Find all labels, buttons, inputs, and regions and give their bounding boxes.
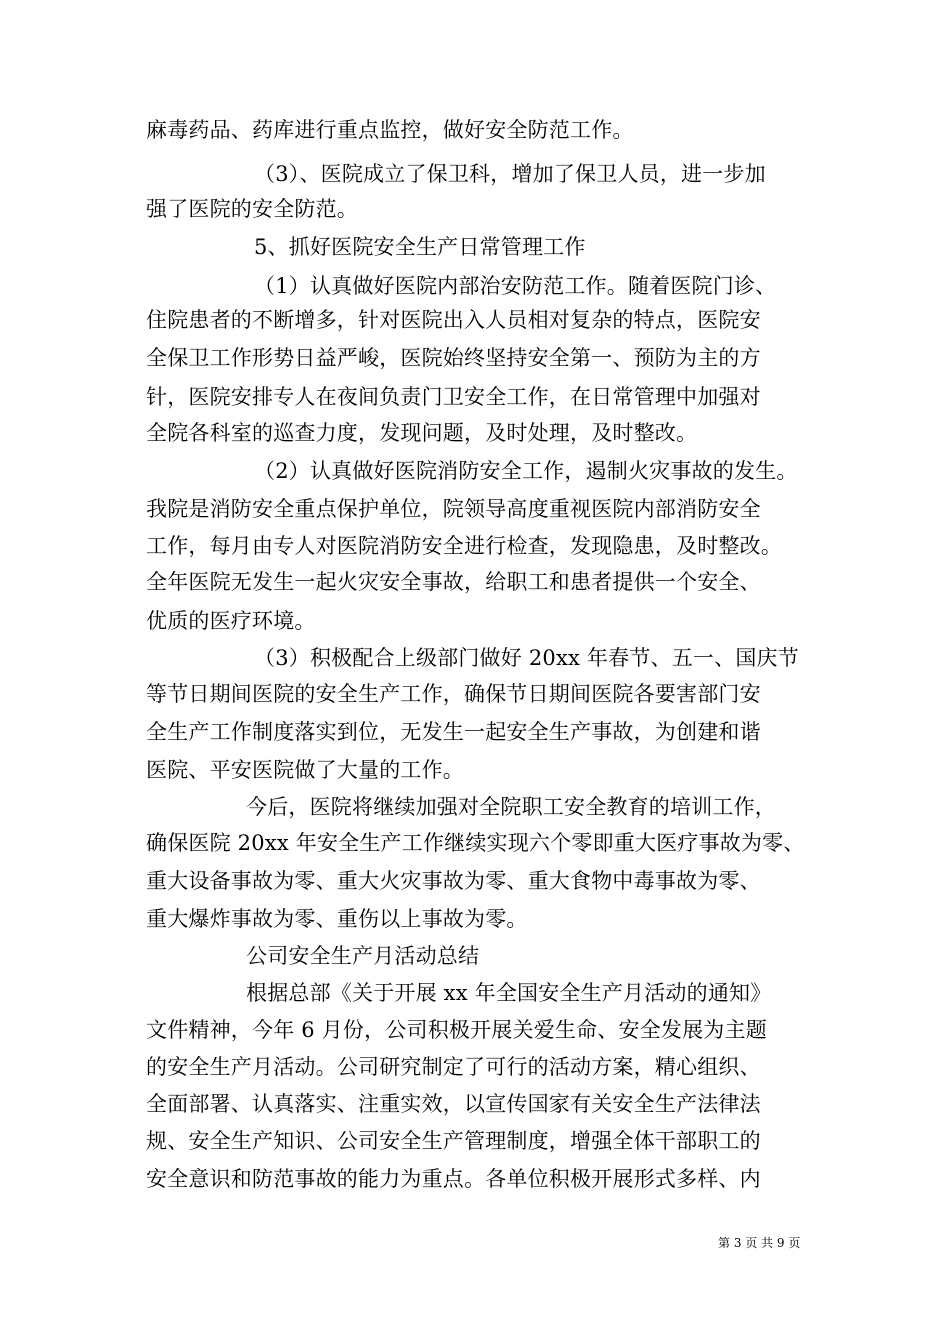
text-line-3: 强了医院的安全防范。 — [146, 197, 358, 221]
text-line-12: 工作，每月由专人对医院消防安全进行检查，发现隐患，及时整改。 — [146, 534, 782, 558]
text-line-6: 住院患者的不断增多，针对医院出入人员相对复杂的特点，医院安 — [146, 308, 761, 332]
section-heading-5: 5、抓好医院安全生产日常管理工作 — [254, 235, 586, 259]
text-line-26: 的安全生产月活动。公司研究制定了可行的活动方案，精心组织、 — [146, 1055, 761, 1079]
text-line-9: 全院各科室的巡查力度，发现问题，及时处理，及时整改。 — [146, 421, 698, 445]
text-line-24: 根据总部《关于开展 xx 年全国安全生产月活动的通知》 — [246, 981, 772, 1005]
section-heading-summary: 公司安全生产月活动总结 — [246, 944, 480, 968]
page-number: 第 3 页 共 9 页 — [718, 1236, 801, 1250]
text-line-19: 今后，医院将继续加强对全院职工安全教育的培训工作， — [246, 795, 776, 819]
text-line-10: （2）认真做好医院消防安全工作，遏制火灾事故的发生。 — [254, 459, 798, 483]
text-line-8: 针，医院安排专人在夜间负责门卫安全工作，在日常管理中加强对 — [146, 385, 761, 409]
text-line-27: 全面部署、认真落实、注重实效，以宣传国家有关安全生产法律法 — [146, 1092, 761, 1116]
text-line-20: 确保医院 20xx 年安全生产工作继续实现六个零即重大医疗事故为零、 — [146, 831, 805, 855]
text-line-1: 麻毒药品、药库进行重点监控，做好安全防范工作。 — [146, 118, 634, 142]
text-line-28: 规、安全生产知识、公司安全生产管理制度，增强全体干部职工的 — [146, 1129, 761, 1153]
text-line-5: （1）认真做好医院内部治安防范工作。随着医院门诊、 — [254, 274, 777, 298]
text-line-7: 全保卫工作形势日益严峻，医院始终坚持安全第一、预防为主的方 — [146, 346, 761, 370]
text-line-11: 我院是消防安全重点保护单位，院领导高度重视医院内部消防安全 — [146, 497, 761, 521]
text-line-13: 全年医院无发生一起火灾安全事故，给职工和患者提供一个安全、 — [146, 570, 761, 594]
text-line-25: 文件精神，今年 6 月份，公司积极开展关爱生命、安全发展为主题 — [146, 1018, 767, 1042]
text-line-14: 优质的医疗环境。 — [146, 609, 316, 633]
text-line-21: 重大设备事故为零、重大火灾事故为零、重大食物中毒事故为零、 — [146, 869, 761, 893]
text-line-18: 医院、平安医院做了大量的工作。 — [146, 758, 464, 782]
text-line-17: 全生产工作制度落实到位，无发生一起安全生产事故，为创建和谐 — [146, 720, 761, 744]
text-line-16: 等节日期间医院的安全生产工作，确保节日期间医院各要害部门安 — [146, 682, 761, 706]
text-line-15: （3）积极配合上级部门做好 20xx 年春节、五一、国庆节 — [254, 646, 799, 670]
text-line-22: 重大爆炸事故为零、重伤以上事故为零。 — [146, 907, 528, 931]
text-line-2: （3）、医院成立了保卫科，增加了保卫人员，进一步加 — [254, 162, 766, 186]
text-line-29: 安全意识和防范事故的能力为重点。各单位积极开展形式多样、内 — [146, 1167, 761, 1191]
